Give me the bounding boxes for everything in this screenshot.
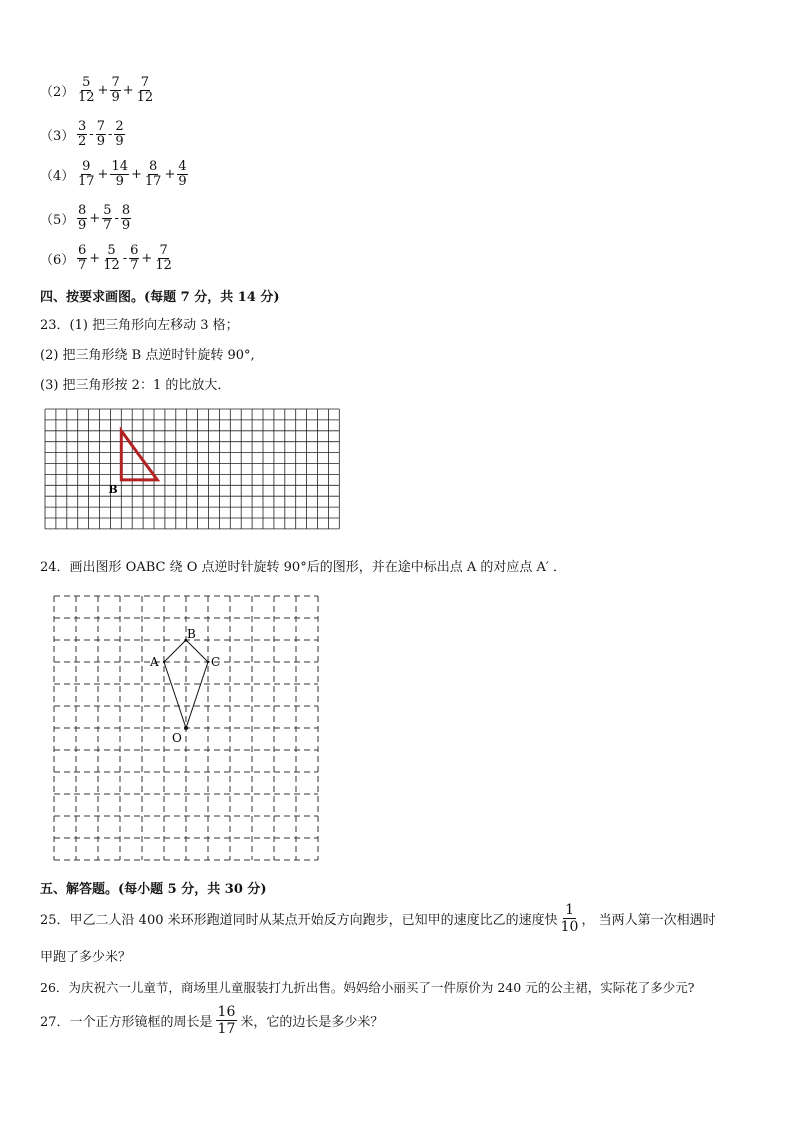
question-27 [40, 1004, 383, 1037]
fraction [110, 76, 120, 105]
exercise-row [40, 204, 132, 233]
label-a: A [150, 655, 159, 669]
fraction-denominator: 9 [121, 218, 131, 233]
fraction-numerator: 8 [78, 203, 87, 218]
fraction-numerator: 8 [149, 159, 158, 174]
fraction-numerator: 7 [140, 75, 150, 90]
fraction-numerator: 4 [178, 159, 187, 174]
fraction-numerator: 7 [96, 119, 105, 134]
section-4-title: 四、按要求画图。(每题 7 分，共 14 分) [40, 290, 280, 305]
operator: - [89, 127, 94, 142]
fraction-denominator: 10 [560, 919, 579, 935]
question-25-fraction [561, 902, 579, 935]
label-c: C [211, 655, 221, 669]
exercise-number: （5） [40, 213, 75, 228]
operator: + [97, 83, 109, 98]
operator: - [114, 211, 119, 226]
exercise-row [40, 244, 174, 273]
fraction-numerator: 2 [115, 119, 124, 134]
question-27-text-a: 27．一个正方形镜框的周长是 [40, 1015, 213, 1030]
fraction-denominator: 17 [78, 174, 95, 189]
fraction [114, 120, 124, 149]
exercise-number: （3） [40, 129, 75, 144]
exercise-row [40, 120, 126, 149]
question-23-part-3: (3) 把三角形按 2：1 的比放大． [40, 378, 231, 393]
fraction-numerator: 5 [82, 75, 91, 90]
fraction-numerator: 1 [565, 902, 574, 918]
grid-1-lines [45, 409, 339, 529]
fraction-denominator: 9 [96, 134, 105, 149]
question-25-text-b: ， 当两人第一次相遇时 [581, 913, 716, 928]
fraction-denominator: 9 [78, 218, 87, 233]
fraction-denominator: 9 [111, 90, 120, 105]
fraction-numerator: 5 [107, 243, 116, 258]
fraction [102, 244, 121, 273]
fraction-denominator: 17 [144, 174, 162, 189]
fraction-denominator: 9 [115, 174, 124, 189]
fraction [154, 244, 173, 273]
exercise-number: （2） [40, 85, 75, 100]
exercise-row [40, 76, 155, 105]
fraction-denominator: 17 [217, 1021, 236, 1037]
question-27-text-b: 米，它的边长是多少米？ [240, 1015, 384, 1030]
fraction-denominator: 7 [103, 218, 112, 233]
fraction [129, 244, 139, 273]
fraction-numerator: 16 [217, 1004, 236, 1020]
point-b-label: B [108, 483, 118, 497]
operator: + [89, 251, 101, 266]
fraction [136, 76, 155, 105]
question-23-part-2: (2) 把三角形绕 B 点逆时针旋转 90°, [40, 348, 255, 363]
operator: + [97, 167, 109, 182]
question-25-text-a: 25．甲乙二人沿 400 米环形跑道同时从某点开始反方向跑步，已知甲的速度比乙的速度快 [40, 913, 558, 928]
fraction [96, 120, 106, 149]
fraction-numerator: 5 [103, 203, 112, 218]
fraction-denominator: 9 [115, 134, 124, 149]
operator: + [122, 83, 134, 98]
fraction [77, 160, 96, 189]
operator: + [131, 167, 142, 182]
drawing-grid-2 [48, 590, 323, 865]
fraction [77, 204, 87, 233]
question-27-fraction [216, 1004, 238, 1037]
exercise-row [40, 160, 189, 189]
fraction-numerator: 7 [159, 243, 168, 258]
fraction-denominator: 2 [78, 134, 87, 149]
fraction [110, 160, 129, 189]
operator: - [122, 251, 128, 266]
drawing-grid-1 [40, 404, 350, 538]
fraction-denominator: 12 [136, 90, 154, 105]
question-26: 26．为庆祝六一儿童节，商场里儿童服装打九折出售。妈妈给小丽买了一件原价为 240 元的公主裙，实际花了多少元? [40, 980, 695, 995]
point-a [163, 661, 165, 663]
exercise-number: （6） [40, 253, 75, 268]
fraction-denominator: 12 [103, 258, 120, 273]
fraction [77, 120, 87, 149]
fraction-numerator: 6 [130, 243, 139, 258]
fraction-denominator: 12 [78, 90, 95, 105]
red-triangle [121, 431, 157, 480]
fraction-numerator: 7 [111, 75, 120, 90]
fraction [177, 160, 187, 189]
fraction [77, 76, 96, 105]
exercise-number: （4） [40, 169, 75, 184]
fraction-numerator: 14 [111, 159, 128, 174]
question-24: 24．画出图形 OABC 绕 O 点逆时针旋转 90°后的图形，并在途中标出点 A 的对应点 A′ ． [40, 560, 566, 575]
fraction-numerator: 3 [78, 119, 87, 134]
fraction-numerator: 6 [78, 243, 87, 258]
fraction-denominator: 12 [155, 258, 172, 273]
fraction [121, 204, 131, 233]
fraction [102, 204, 112, 233]
fraction-denominator: 7 [130, 258, 139, 273]
fraction-numerator: 9 [82, 159, 91, 174]
question-23-part-1: 23．(1) 把三角形向左移动 3 格； [40, 318, 239, 333]
fraction-denominator: 9 [178, 174, 187, 189]
point-c [207, 661, 209, 663]
fraction-denominator: 7 [78, 258, 87, 273]
fraction-numerator: 8 [121, 203, 131, 218]
section-5-title: 五、解答题。(每小题 5 分，共 30 分) [40, 882, 267, 897]
point-o [184, 726, 188, 730]
fraction [144, 160, 163, 189]
operator: - [107, 127, 113, 142]
operator: + [141, 251, 153, 266]
operator: + [89, 211, 101, 226]
question-25-text-c: 甲跑了多少米？ [40, 950, 132, 965]
question-25-line-1 [40, 902, 716, 935]
label-b: B [187, 627, 196, 641]
label-o: O [172, 731, 182, 745]
operator: + [164, 167, 176, 182]
fraction [77, 244, 87, 273]
